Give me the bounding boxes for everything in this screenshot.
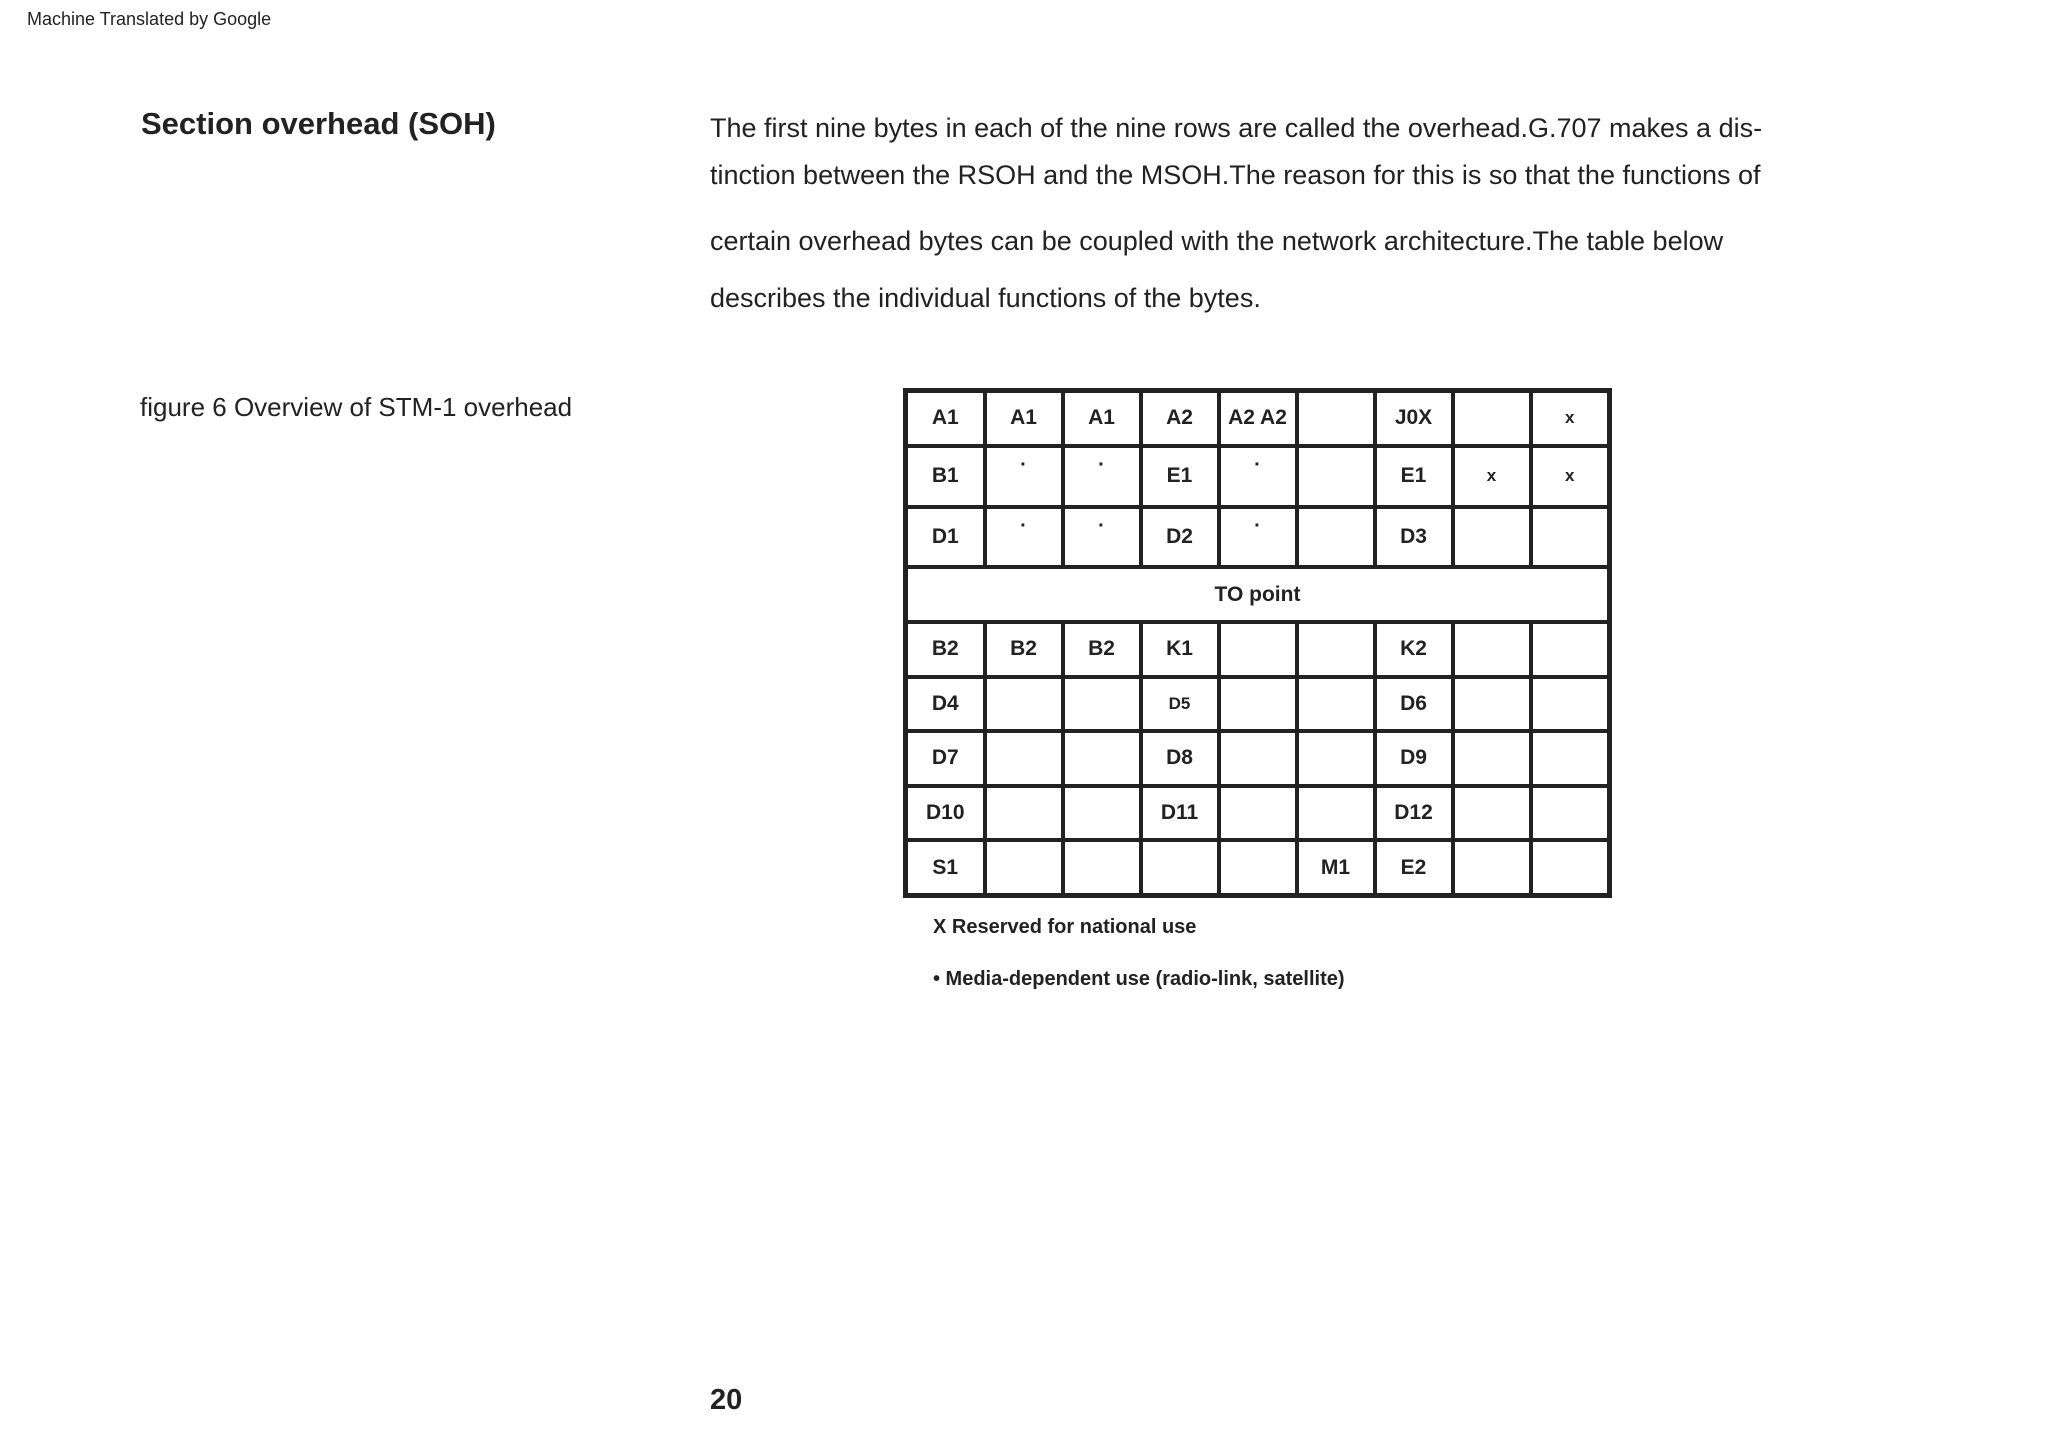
byte-cell: · <box>1219 507 1297 568</box>
byte-cell: D12 <box>1375 786 1453 841</box>
byte-cell <box>1531 840 1610 895</box>
byte-cell <box>1453 731 1531 786</box>
byte-cell: D8 <box>1141 731 1219 786</box>
byte-cell: · <box>1063 507 1141 568</box>
byte-cell: A2 A2 <box>1219 391 1297 446</box>
byte-cell: B1 <box>906 446 985 507</box>
byte-cell: · <box>985 507 1063 568</box>
byte-cell: D10 <box>906 786 985 841</box>
byte-cell: D5 <box>1141 677 1219 732</box>
byte-cell <box>1063 840 1141 895</box>
table-row <box>906 677 1610 732</box>
byte-cell: A2 <box>1141 391 1219 446</box>
byte-cell: S1 <box>906 840 985 895</box>
byte-cell: D3 <box>1375 507 1453 568</box>
byte-cell <box>1453 840 1531 895</box>
byte-cell <box>1063 677 1141 732</box>
byte-cell: B2 <box>1063 622 1141 677</box>
page-number: 20 <box>710 1384 743 1416</box>
byte-cell: K2 <box>1375 622 1453 677</box>
byte-cell <box>1531 677 1610 732</box>
byte-cell: x <box>1531 446 1610 507</box>
byte-cell <box>1453 677 1531 732</box>
byte-cell <box>985 786 1063 841</box>
pointer-cell: TO point <box>906 567 1610 622</box>
byte-cell: J0X <box>1375 391 1453 446</box>
byte-cell: x <box>1453 446 1531 507</box>
table-row <box>906 622 1610 677</box>
byte-cell: A1 <box>1063 391 1141 446</box>
byte-cell <box>1297 391 1375 446</box>
byte-cell <box>1453 622 1531 677</box>
byte-cell: E1 <box>1141 446 1219 507</box>
byte-cell <box>1219 840 1297 895</box>
byte-cell: B2 <box>985 622 1063 677</box>
byte-cell <box>1063 786 1141 841</box>
byte-cell: K1 <box>1141 622 1219 677</box>
intro-line: tinction between the RSOH and the MSOH.The reason for this is so that the functions of <box>710 160 1761 190</box>
byte-cell <box>985 731 1063 786</box>
table-row <box>906 391 1610 446</box>
table-row <box>906 731 1610 786</box>
byte-cell: E2 <box>1375 840 1453 895</box>
byte-cell: D9 <box>1375 731 1453 786</box>
byte-cell: · <box>985 446 1063 507</box>
intro-line: certain overhead bytes can be coupled with the network architecture.The table below <box>710 226 1724 256</box>
byte-cell <box>1297 446 1375 507</box>
legend-media-dependent: • Media-dependent use (radio-link, satellite) <box>933 968 1345 990</box>
byte-cell <box>1219 731 1297 786</box>
table-row <box>906 786 1610 841</box>
byte-cell: D6 <box>1375 677 1453 732</box>
legend-national-use: X Reserved for national use <box>933 916 1197 938</box>
byte-cell <box>1063 731 1141 786</box>
byte-cell: x <box>1531 391 1610 446</box>
byte-cell <box>1297 622 1375 677</box>
byte-cell <box>1141 840 1219 895</box>
byte-cell: · <box>1063 446 1141 507</box>
machine-translated-banner: Machine Translated by Google <box>27 9 272 29</box>
byte-cell: E1 <box>1375 446 1453 507</box>
byte-cell <box>1219 677 1297 732</box>
byte-cell <box>1297 786 1375 841</box>
byte-cell: D2 <box>1141 507 1219 568</box>
byte-cell <box>985 677 1063 732</box>
byte-cell <box>1297 507 1375 568</box>
byte-cell <box>1531 731 1610 786</box>
byte-cell <box>985 840 1063 895</box>
byte-cell <box>1531 622 1610 677</box>
byte-cell <box>1453 507 1531 568</box>
table-row <box>906 840 1610 895</box>
byte-cell <box>1453 786 1531 841</box>
table-row <box>906 507 1610 568</box>
byte-cell <box>1219 622 1297 677</box>
byte-cell <box>1219 786 1297 841</box>
table-row <box>906 446 1610 507</box>
byte-cell: A1 <box>985 391 1063 446</box>
byte-cell <box>1297 731 1375 786</box>
byte-cell: B2 <box>906 622 985 677</box>
intro-line: The first nine bytes in each of the nine rows are called the overhead.G.707 makes a dis- <box>710 113 1763 143</box>
byte-cell <box>1531 507 1610 568</box>
figure-caption: figure 6 Overview of STM-1 overhead <box>140 392 573 422</box>
intro-line: describes the individual functions of the bytes. <box>710 283 1261 313</box>
byte-cell <box>1297 677 1375 732</box>
byte-cell <box>1531 786 1610 841</box>
byte-cell <box>1453 391 1531 446</box>
byte-cell: D1 <box>906 507 985 568</box>
byte-cell: M1 <box>1297 840 1375 895</box>
byte-cell: · <box>1219 446 1297 507</box>
section-title: Section overhead (SOH) <box>141 106 496 141</box>
byte-cell: A1 <box>906 391 985 446</box>
byte-cell: D11 <box>1141 786 1219 841</box>
byte-cell: D7 <box>906 731 985 786</box>
byte-cell: D4 <box>906 677 985 732</box>
table-row <box>906 567 1610 622</box>
stm1-overhead-table <box>903 388 1612 898</box>
